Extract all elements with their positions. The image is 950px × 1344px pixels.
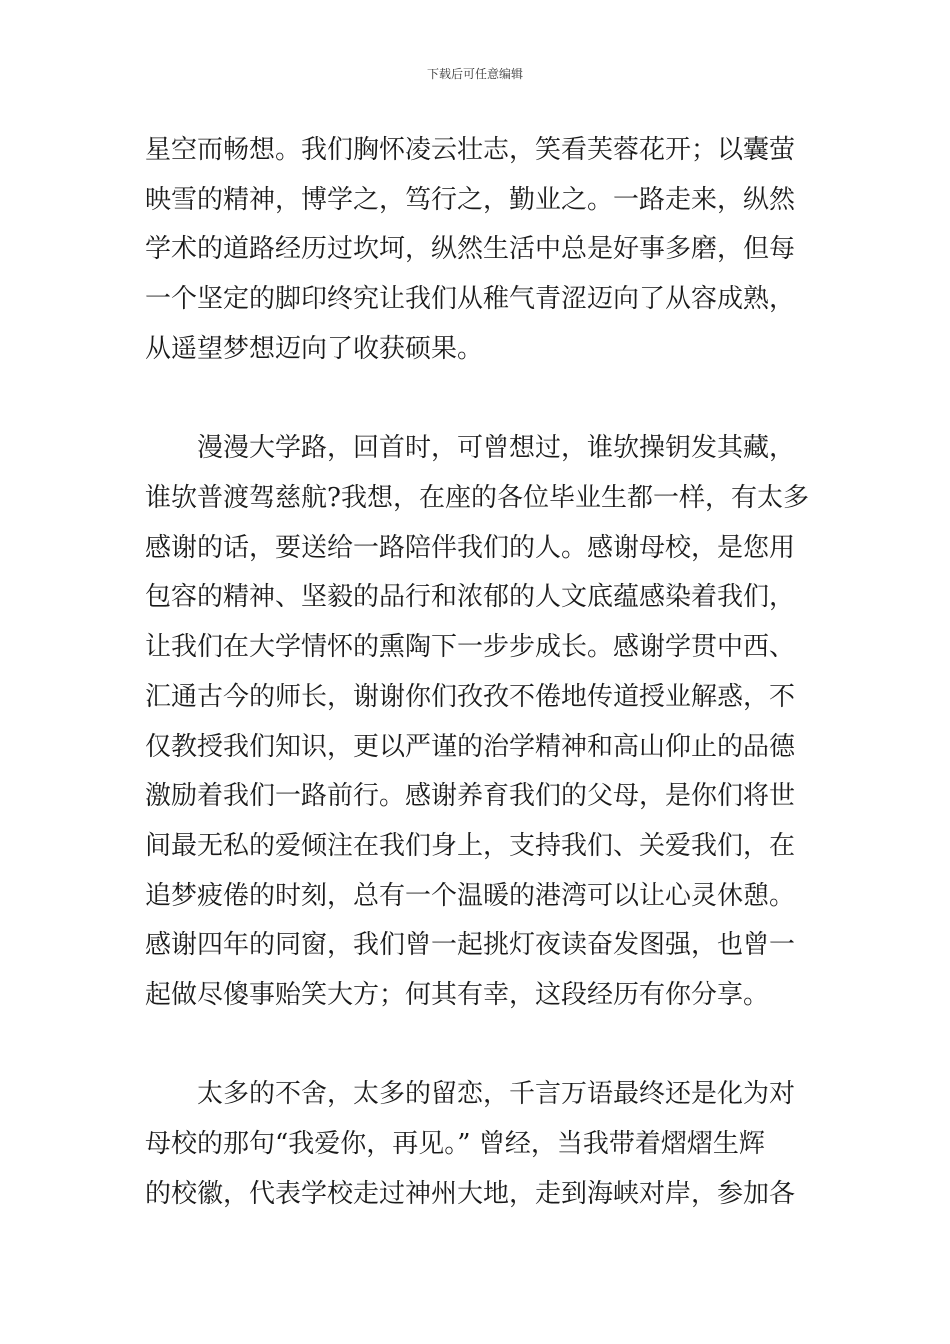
paragraph-2-line-6: 汇通古今的师长，谢谢你们孜孜不倦地传道授业解惑，不 bbox=[145, 682, 796, 712]
paragraph-2-line-4: 包容的精神、坚毅的品行和浓郁的人文底蕴感染着我们， bbox=[145, 582, 796, 612]
paragraph-3-line-3: 的校徽，代表学校走过神州大地，走到海峡对岸，参加各 bbox=[145, 1179, 796, 1209]
paragraph-1-line-3: 学术的道路经历过坎坷，纵然生活中总是好事多磨，但每 bbox=[145, 234, 796, 264]
paragraph-2-line-11: 感谢四年的同窗，我们曾一起挑灯夜读奋发图强，也曾一 bbox=[145, 930, 796, 960]
paragraph-1-line-1: 星空而畅想。我们胸怀凌云壮志，笑看芙蓉花开；以囊萤 bbox=[145, 135, 796, 165]
paragraph-2-line-10: 追梦疲倦的时刻，总有一个温暖的港湾可以让心灵休憩。 bbox=[145, 881, 796, 911]
paragraph-1-line-2: 映雪的精神，博学之，笃行之，勤业之。一路走来，纵然 bbox=[145, 185, 796, 215]
paragraph-2-line-12: 起做尽傻事贻笑大方；何其有幸，这段经历有你分享。 bbox=[145, 980, 770, 1010]
paragraph-2-line-3: 感谢的话，要送给一路陪伴我们的人。感谢母校，是您用 bbox=[145, 533, 796, 563]
paragraph-2-line-9: 间最无私的爱倾注在我们身上，支持我们、关爱我们，在 bbox=[145, 831, 796, 861]
page-header: 下载后可任意编辑 bbox=[426, 67, 523, 81]
paragraph-1-line-5: 从遥望梦想迈向了收获硕果。 bbox=[145, 334, 484, 364]
paragraph-2-line-8: 激励着我们一路前行。感谢养育我们的父母，是你们将世 bbox=[145, 781, 796, 811]
paragraph-2-line-7: 仅教授我们知识，更以严谨的治学精神和高山仰止的品德 bbox=[145, 732, 796, 762]
paragraph-2-line-2: 谁欤普渡驾慈航?我想，在座的各位毕业生都一样，有太多 bbox=[145, 483, 809, 513]
paragraph-1-line-4: 一个坚定的脚印终究让我们从稚气青涩迈向了从容成熟， bbox=[145, 284, 796, 314]
paragraph-3-line-2: 母校的那句“我爱你，再见。” 曾经，当我带着熠熠生辉 bbox=[145, 1129, 765, 1159]
paragraph-3-line-1: 太多的不舍，太多的留恋，千言万语最终还是化为对 bbox=[197, 1079, 796, 1109]
paragraph-2-line-1: 漫漫大学路，回首时，可曾想过，谁欤操钥发其藏， bbox=[197, 433, 796, 463]
paragraph-2-line-5: 让我们在大学情怀的熏陶下一步步成长。感谢学贯中西、 bbox=[145, 632, 796, 662]
